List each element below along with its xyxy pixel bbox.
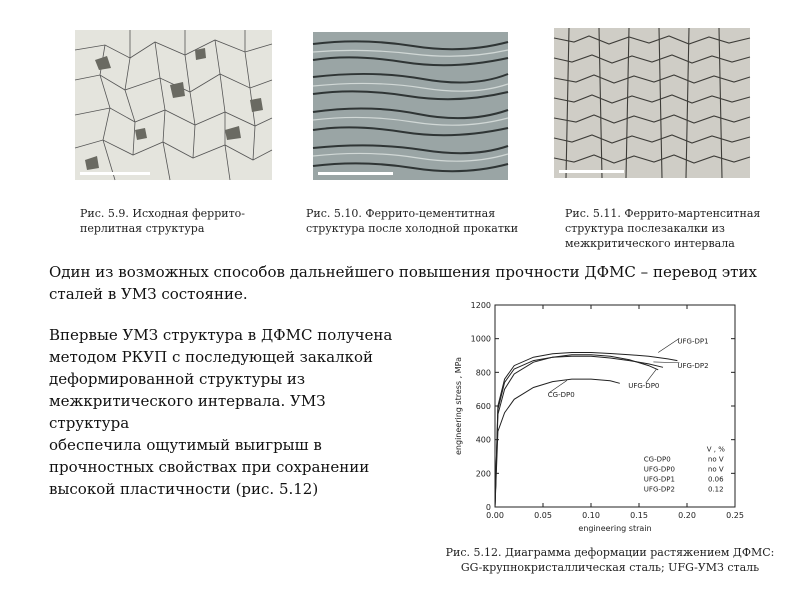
chart-caption <box>445 545 775 575</box>
caption-line: GG-крупнокристаллическая сталь; UFG-УМЗ сталь <box>460 561 760 574</box>
y-tick-label: 1000 <box>470 334 491 344</box>
annotation-leader <box>658 338 679 352</box>
y-axis-label: engineering stress , MPa <box>454 357 463 455</box>
curve-annotation: UFG-DP2 <box>677 361 709 370</box>
caption-line: Рис. 5.11. Феррито-мартенситная <box>565 207 761 220</box>
x-tick-label: 0.20 <box>678 511 696 520</box>
x-tick-label: 0.00 <box>486 511 504 520</box>
legend-entry-value: 0.06 <box>708 475 724 484</box>
legend-entry-name: UFG-DP2 <box>643 485 675 494</box>
legend-entry-name: UFG-DP0 <box>643 465 675 474</box>
paragraph-line: межкритического интервала. УМЗ структура <box>49 392 326 432</box>
curve-annotation: CG-DP0 <box>547 391 575 400</box>
curve-annotation: UFG-DP0 <box>628 381 660 390</box>
paragraph-line: методом РКУП с последующей закалкой <box>49 348 374 366</box>
series-line-ufg-dp1 <box>495 353 677 508</box>
legend-entry-name: UFG-DP1 <box>643 475 675 484</box>
figure-caption-5-9 <box>80 206 280 236</box>
annotation-leader <box>653 362 679 363</box>
stress-strain-chart <box>440 295 744 535</box>
paragraph-line: Впервые УМЗ структура в ДФМС получена <box>49 326 393 344</box>
plot-frame <box>495 305 735 507</box>
paragraph-line: высокой пластичности (рис. 5.12) <box>49 480 319 498</box>
legend-entry-value: no V <box>707 455 724 464</box>
x-tick-label: 0.05 <box>534 511 552 520</box>
figure-caption-5-10 <box>306 206 536 236</box>
series-line-ufg-dp0 <box>495 355 658 507</box>
x-tick-label: 0.10 <box>582 511 600 520</box>
micrograph-ferrite-martensite <box>554 28 750 178</box>
paragraph-line: обеспечила ощутимый выигрыш в <box>49 436 322 454</box>
curve-annotation: UFG-DP1 <box>677 337 709 346</box>
caption-line: перлитная структура <box>80 222 205 235</box>
x-tick-label: 0.15 <box>630 511 648 520</box>
legend-entry-value: no V <box>707 465 724 474</box>
figure-caption-5-11 <box>565 206 785 251</box>
paragraph-line: Один из возможных способов дальнейшего повышения прочности ДФМС – перевод этих <box>49 263 757 281</box>
annotation-leader <box>646 369 656 383</box>
micrograph-ferrite-pearlite <box>75 30 272 180</box>
micrograph-ferrite-cementite <box>313 32 508 180</box>
caption-line: структура после холодной прокатки <box>306 222 519 235</box>
y-tick-label: 0 <box>485 503 491 512</box>
paragraph-line: прочностных свойствах при сохранении <box>49 458 370 476</box>
x-tick-label: 0.25 <box>726 511 744 520</box>
caption-line: Рис. 5.12. Диаграмма деформации растяжением ДФМС: <box>445 546 775 559</box>
caption-line: Рис. 5.9. Исходная феррито- <box>80 207 246 220</box>
legend-entry-value: 0.12 <box>708 485 724 494</box>
paragraph-line: сталей в УМЗ состояние. <box>49 285 248 303</box>
y-tick-label: 200 <box>475 469 491 479</box>
caption-line: межкритического интервала <box>565 237 735 250</box>
legend-header: V , % <box>706 445 725 454</box>
paragraph-line: деформированной структуры из <box>49 370 306 388</box>
y-tick-label: 1200 <box>470 301 491 310</box>
body-paragraph <box>49 324 409 500</box>
x-axis-label: engineering strain <box>578 524 652 533</box>
y-tick-label: 800 <box>475 368 491 378</box>
caption-line: структура послезакалки из <box>565 222 725 235</box>
y-tick-label: 600 <box>475 402 491 411</box>
legend-entry-name: CG-DP0 <box>643 455 671 464</box>
caption-line: Рис. 5.10. Феррито-цементитная <box>306 207 496 220</box>
y-tick-label: 400 <box>475 435 491 445</box>
